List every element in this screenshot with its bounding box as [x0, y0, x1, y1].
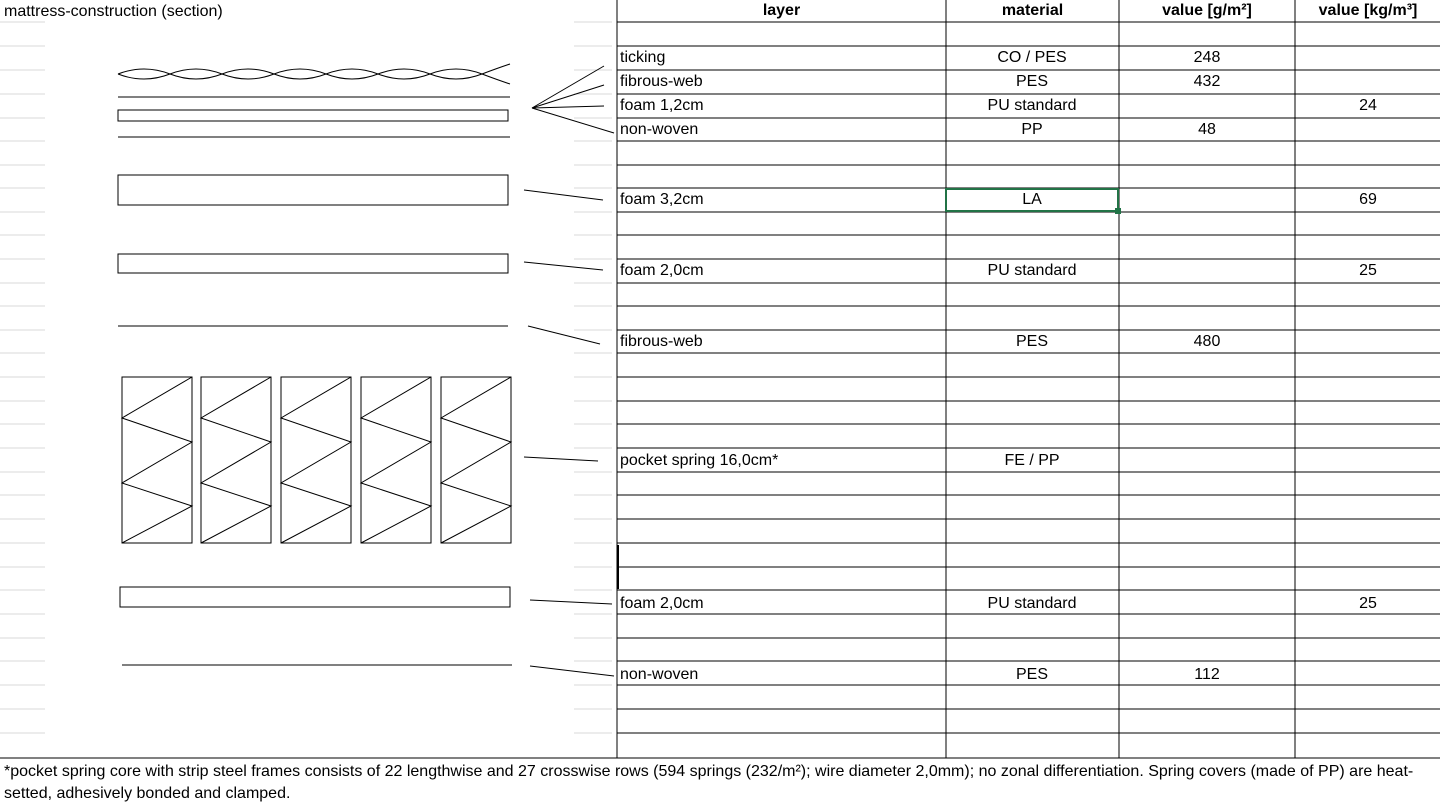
spring-zigzag [122, 377, 192, 543]
selected-cell-highlight [945, 188, 1119, 212]
cell-material[interactable]: FE / PP [1004, 452, 1060, 469]
foam-1-2cm-rect [118, 110, 508, 121]
cell-gm2[interactable] [1120, 451, 1294, 471]
pocket-springs [122, 377, 511, 543]
spring-zigzag [441, 377, 511, 543]
spring-box [122, 377, 192, 543]
footnote: *pocket spring core with strip steel frames consists of 22 lengthwise and 27 crosswise rows (594 springs (232/m²); wire diameter 2,0mm); no zonal differentiation. Spring covers (made of PP) are heat-setted, adhesively bonded and clamped. [4, 763, 1414, 802]
cell-layer[interactable]: non-woven [620, 121, 699, 138]
spring-zigzag [361, 377, 431, 543]
foam-2-0cm-rect-bottom [120, 587, 510, 607]
cell-material[interactable]: CO / PES [997, 49, 1067, 66]
cell-layer[interactable]: ticking [620, 49, 666, 66]
ticking-shape [118, 64, 510, 84]
cell-material[interactable]: LA [1022, 191, 1042, 208]
cell-layer[interactable]: fibrous-web [620, 333, 703, 350]
cell-layer[interactable]: foam 2,0cm [620, 262, 704, 279]
foam-2-0cm-rect-top [118, 254, 508, 273]
cell-kgm3[interactable] [1296, 665, 1440, 685]
cell-layer[interactable]: foam 2,0cm [620, 595, 704, 612]
spring-box [281, 377, 351, 543]
cell-kgm3[interactable] [1296, 332, 1440, 352]
spring-zigzag [281, 377, 351, 543]
spring-box [201, 377, 271, 543]
sheet-title: mattress-construction (section) [4, 3, 223, 20]
cell-kgm3[interactable] [1296, 48, 1440, 68]
header-value-kgm3[interactable]: value [kg/m³] [1318, 2, 1418, 19]
cell-gm2[interactable] [1120, 594, 1294, 614]
cell-layer[interactable]: pocket spring 16,0cm* [620, 452, 779, 469]
foam-3-2cm-rect [118, 175, 508, 205]
cell-kgm3[interactable] [1296, 451, 1440, 471]
cell-kgm3[interactable]: 24 [1359, 97, 1377, 114]
cell-kgm3[interactable]: 25 [1359, 262, 1377, 279]
cell-gm2[interactable]: 248 [1193, 49, 1221, 66]
header-material[interactable]: material [1001, 2, 1064, 19]
cell-gm2[interactable]: 432 [1193, 73, 1221, 90]
cell-gm2[interactable]: 480 [1193, 333, 1221, 350]
spring-box [361, 377, 431, 543]
cell-material[interactable]: PP [1021, 121, 1043, 138]
cell-layer[interactable]: foam 3,2cm [620, 191, 704, 208]
spring-box [441, 377, 511, 543]
cell-gm2[interactable] [1120, 190, 1294, 210]
cell-gm2[interactable]: 112 [1194, 666, 1220, 683]
cell-material[interactable]: PU standard [987, 262, 1077, 279]
cell-material[interactable]: PES [1015, 666, 1048, 683]
cell-kgm3[interactable] [1296, 120, 1440, 140]
cell-material[interactable]: PU standard [987, 595, 1077, 612]
header-value-gm2[interactable]: value [g/m²] [1162, 2, 1252, 19]
spring-zigzag [201, 377, 271, 543]
cell-material[interactable]: PU standard [987, 97, 1077, 114]
fill-handle[interactable] [1115, 208, 1121, 214]
header-layer[interactable]: layer [762, 2, 801, 19]
cell-kgm3[interactable]: 69 [1359, 191, 1377, 208]
cell-gm2[interactable] [1120, 96, 1294, 116]
cell-layer[interactable]: fibrous-web [620, 73, 703, 90]
cell-gm2[interactable] [1120, 261, 1294, 281]
cell-kgm3[interactable]: 25 [1359, 595, 1377, 612]
cell-material[interactable]: PES [1015, 333, 1048, 350]
leader-lines [524, 66, 614, 676]
cell-layer[interactable]: non-woven [620, 666, 699, 683]
cell-kgm3[interactable] [1296, 72, 1440, 92]
cell-gm2[interactable]: 48 [1198, 121, 1216, 138]
cell-material[interactable]: PES [1015, 73, 1048, 90]
cell-layer[interactable]: foam 1,2cm [620, 97, 704, 114]
